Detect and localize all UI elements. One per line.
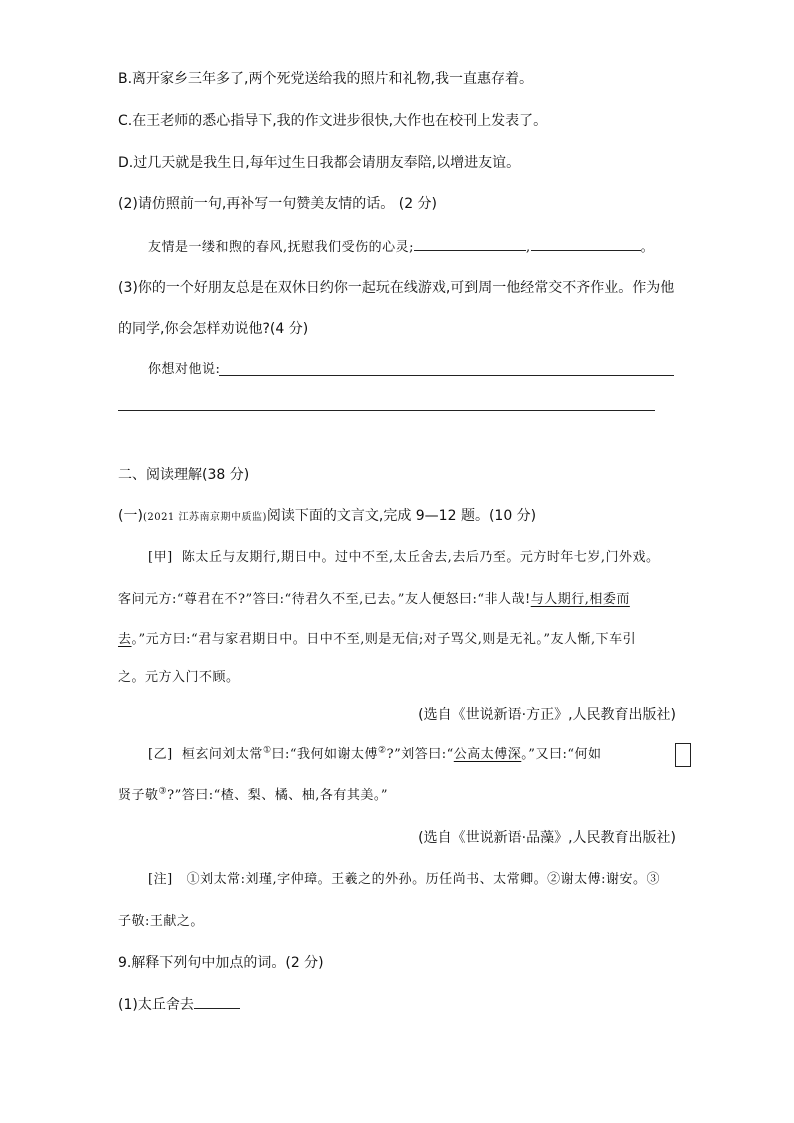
passage-jia-line-3 — [118, 630, 636, 650]
passage-jia-source: (选自《世说新语·方正》,人民教育出版社) — [418, 707, 676, 723]
passage-yi-source: (选自《世说新语·品藻》,人民教育出版社) — [418, 830, 676, 846]
option-c: C.在王老师的悉心指导下,我的作文进步很快,大作也在校刊上发表了。 — [118, 113, 548, 129]
margin-box — [675, 743, 691, 767]
passage-label: [乙] — [148, 747, 173, 762]
option-b: B.离开家乡三年多了,两个死党送给我的照片和礼物,我一直惠存着。 — [118, 71, 533, 87]
part-1-instruction — [118, 506, 536, 528]
passage-text: 桓玄问刘太常 — [181, 747, 263, 762]
footnote-ref-3: ③ — [158, 786, 168, 797]
answer-blank-q9-1[interactable] — [194, 994, 240, 1009]
notes-text: ①刘太常:刘瑾,字仲璋。王羲之的外孙。历任尚书、太常卿。②谢太傅:谢安。③ — [186, 872, 660, 887]
passage-text: 。”又曰:“何如 — [521, 747, 602, 762]
passage-text: 贤子敬 — [118, 788, 159, 803]
question-2-example-line — [148, 236, 654, 258]
section-heading: 二、阅读理解(38 分) — [118, 467, 250, 483]
question-3-prompt-line-1: (3)你的一个好朋友总是在双休日约你一起玩在线游戏,可到周一他经常交不齐作业。作为他 — [118, 280, 675, 296]
notes-line-2: 子敬:王献之。 — [118, 914, 204, 929]
exam-source: (2021 江苏南京期中质监) — [142, 512, 267, 523]
underlined-phrase: 与人期行,相委而 — [530, 592, 630, 607]
footnote-ref-1: ① — [262, 745, 272, 756]
passage-jia-line-1 — [148, 548, 659, 568]
part-number: (一) — [118, 508, 143, 524]
answer-blank-1[interactable] — [414, 236, 526, 251]
question-2-example: 友情是一缕和煦的春风,抚慰我们受伤的心灵; — [148, 240, 415, 255]
answer-line-2[interactable] — [118, 410, 655, 411]
answer-blank-2[interactable] — [531, 236, 641, 251]
option-d: D.过几天就是我生日,每年过生日我都会请朋友奉陪,以增进友谊。 — [118, 155, 521, 171]
notes-line-1 — [148, 870, 660, 890]
passage-text: 客问元方:“尊君在不?”答曰:“待君久不至,已去。”友人便怒曰:“非人哉! — [118, 592, 531, 607]
footnote-ref-2: ② — [378, 745, 387, 756]
underlined-phrase: 去 — [118, 632, 132, 647]
passage-jia-line-2 — [118, 590, 630, 610]
question-9-prompt: 9.解释下列句中加点的词。(2 分) — [118, 955, 324, 971]
item-text: (1)太丘舍去 — [118, 997, 194, 1013]
question-3-prompt-line-2: 的同学,你会怎样劝说他?(4 分) — [118, 321, 309, 337]
question-2-prompt: (2)请仿照前一句,再补写一句赞美友情的话。 (2 分) — [118, 196, 438, 212]
passage-text: 。”元方曰:“君与家君期日中。日中不至,则是无信;对子骂父,则是无礼。”友人惭,下车引 — [131, 632, 637, 647]
answer-label: 你想对他说: — [148, 362, 221, 377]
passage-text: ?”刘答曰:“ — [386, 747, 454, 762]
answer-line-1[interactable] — [219, 375, 674, 376]
passage-text: 曰:“我何如谢太傅 — [271, 747, 379, 762]
passage-text: 陈太丘与友期行,期日中。过中不至,太丘舍去,去后乃至。元方时年七岁,门外戏。 — [181, 550, 660, 565]
passage-jia-line-4: 之。元方入门不顾。 — [118, 670, 240, 685]
question-9-item-1 — [118, 994, 240, 1015]
notes-label: [注] — [148, 872, 173, 887]
passage-yi-line-2 — [118, 786, 388, 806]
underlined-phrase: 公高太傅深 — [453, 747, 522, 762]
passage-yi-line-1 — [148, 745, 601, 765]
blank-separator: , — [526, 240, 531, 255]
blank-end-mark: 。 — [640, 240, 655, 255]
passage-text: ?”答曰:“楂、梨、橘、柚,各有其美。” — [167, 788, 389, 803]
passage-label: [甲] — [148, 550, 173, 565]
instruction-text: 阅读下面的文言文,完成 9—12 题。(10 分) — [266, 508, 537, 524]
